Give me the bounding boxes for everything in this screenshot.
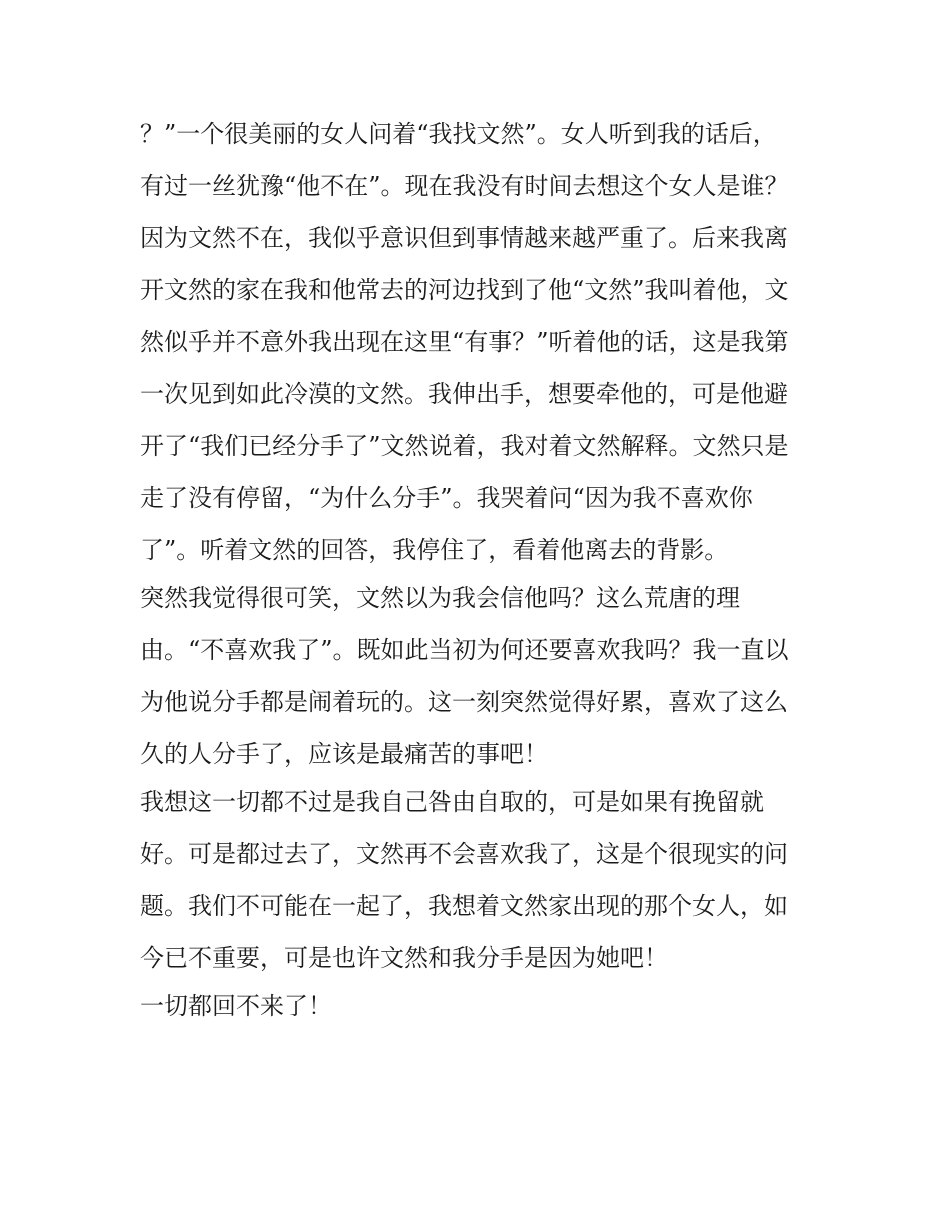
text-line: 一次见到如此冷漠的文然。我伸出手，想要牵他的，可是他避 <box>140 380 788 408</box>
document-body <box>140 108 820 1032</box>
text-line: ？”一个很美丽的女人问着“我找文然”。女人听到我的话后， <box>140 120 777 148</box>
text-line: 由。“不喜欢我了”。既如此当初为何还要喜欢我吗？我一直以 <box>140 636 789 664</box>
text-line: 突然我觉得很可笑，文然以为我会信他吗？这么荒唐的理 <box>140 584 740 612</box>
text-line: 开文然的家在我和他常去的河边找到了他“文然”我叫着他，文 <box>140 276 789 304</box>
text-line: 一切都回不来了！ <box>140 992 332 1020</box>
text-line: 了”。听着文然的回答，我停住了，看着他离去的背影。 <box>140 536 729 564</box>
text-line: 有过一丝犹豫“他不在”。现在我没有时间去想这个女人是谁？ <box>140 172 789 200</box>
text-line: 题。我们不可能在一起了，我想着文然家出现的那个女人，如 <box>140 892 788 920</box>
text-line: 因为文然不在，我似乎意识但到事情越来越严重了。后来我离 <box>140 224 788 252</box>
text-line: 今已不重要，可是也许文然和我分手是因为她吧！ <box>140 944 668 972</box>
text-line: 好。可是都过去了，文然再不会喜欢我了，这是个很现实的问 <box>140 840 788 868</box>
text-line: 然似乎并不意外我出现在这里“有事？”听着他的话，这是我第 <box>140 328 789 356</box>
text-line: 为他说分手都是闹着玩的。这一刻突然觉得好累，喜欢了这么 <box>140 688 788 716</box>
text-line: 久的人分手了，应该是最痛苦的事吧！ <box>140 740 548 768</box>
text-line: 走了没有停留，“为什么分手”。我哭着问“因为我不喜欢你 <box>140 484 753 512</box>
text-line: 我想这一切都不过是我自己咎由自取的，可是如果有挽留就 <box>140 788 764 816</box>
text-line: 开了“我们已经分手了”文然说着，我对着文然解释。文然只是 <box>140 432 789 460</box>
